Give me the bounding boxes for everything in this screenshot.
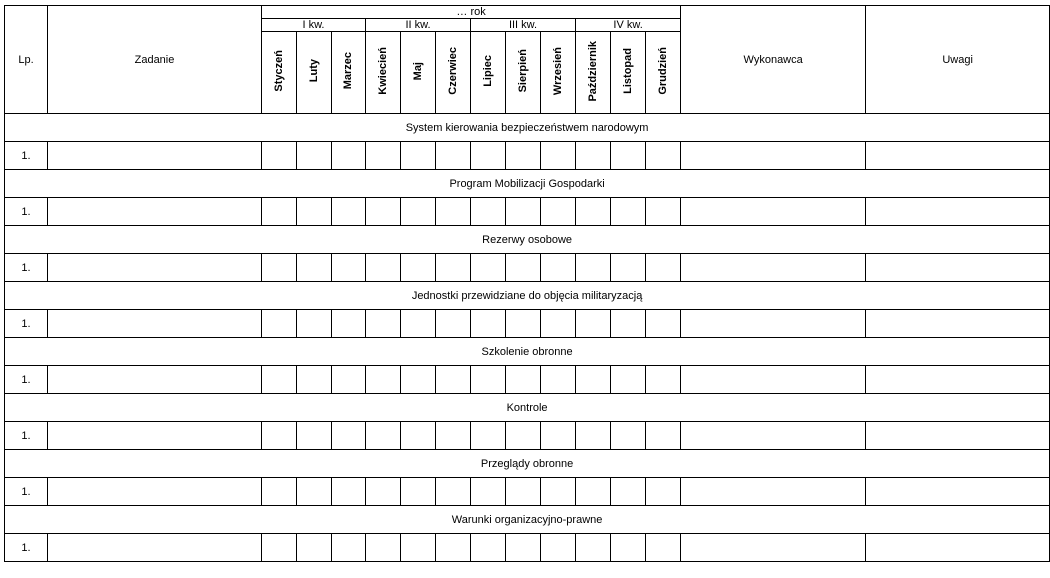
month-cell[interactable] [262, 254, 297, 282]
month-cell[interactable] [611, 142, 646, 170]
table-row [5, 478, 1050, 506]
month-cell[interactable] [366, 142, 401, 170]
executor-cell[interactable] [681, 310, 866, 338]
month-cell[interactable] [297, 366, 332, 394]
month-cell[interactable] [506, 366, 541, 394]
month-label: Styczeń [272, 50, 285, 92]
notes-header: Uwagi [866, 6, 1050, 114]
month-label: Listopad [621, 48, 634, 94]
notes-cell[interactable] [866, 478, 1050, 506]
executor-cell[interactable] [681, 366, 866, 394]
month-label: Czerwiec [446, 47, 459, 95]
month-cell[interactable] [401, 254, 436, 282]
executor-cell[interactable] [681, 422, 866, 450]
month-cell[interactable] [541, 142, 576, 170]
section-title: Rezerwy osobowe [5, 226, 1050, 254]
month-cell[interactable] [576, 310, 611, 338]
month-header [401, 32, 436, 114]
row-number: 1. [5, 254, 48, 282]
month-cell[interactable] [646, 366, 681, 394]
month-cell[interactable] [611, 422, 646, 450]
month-header [646, 32, 681, 114]
month-cell[interactable] [366, 254, 401, 282]
month-cell[interactable] [366, 198, 401, 226]
month-cell[interactable] [366, 310, 401, 338]
notes-cell[interactable] [866, 534, 1050, 562]
month-cell[interactable] [471, 534, 506, 562]
month-label: Wrzesień [551, 46, 564, 96]
month-cell[interactable] [611, 366, 646, 394]
section-title: Przeglądy obronne [5, 450, 1050, 478]
notes-cell[interactable] [866, 422, 1050, 450]
task-cell[interactable] [48, 310, 262, 338]
section-row [5, 114, 1050, 142]
section-title: Jednostki przewidziane do objęcia militaryzacją [5, 282, 1050, 310]
task-cell[interactable] [48, 366, 262, 394]
schedule-table [4, 5, 1050, 562]
month-cell[interactable] [297, 254, 332, 282]
table-body [5, 114, 1050, 562]
month-cell[interactable] [541, 422, 576, 450]
month-cell[interactable] [436, 478, 471, 506]
month-header [576, 32, 611, 114]
task-cell[interactable] [48, 254, 262, 282]
month-cell[interactable] [611, 478, 646, 506]
year-header: … rok [262, 6, 681, 19]
month-cell[interactable] [541, 478, 576, 506]
month-cell[interactable] [332, 478, 366, 506]
month-cell[interactable] [332, 310, 366, 338]
month-cell[interactable] [576, 198, 611, 226]
month-cell[interactable] [611, 198, 646, 226]
month-cell[interactable] [471, 198, 506, 226]
month-cell[interactable] [611, 310, 646, 338]
month-cell[interactable] [401, 366, 436, 394]
month-cell[interactable] [506, 478, 541, 506]
table-header [5, 6, 1050, 114]
month-header [611, 32, 646, 114]
month-cell[interactable] [262, 534, 297, 562]
table-row [5, 142, 1050, 170]
month-cell[interactable] [262, 310, 297, 338]
month-cell[interactable] [262, 422, 297, 450]
quarter-2-header: II kw. [366, 19, 471, 32]
row-number: 1. [5, 142, 48, 170]
month-cell[interactable] [401, 142, 436, 170]
month-header [366, 32, 401, 114]
month-cell[interactable] [436, 310, 471, 338]
month-cell[interactable] [506, 198, 541, 226]
table-row [5, 254, 1050, 282]
section-row [5, 506, 1050, 534]
month-cell[interactable] [541, 198, 576, 226]
month-cell[interactable] [506, 534, 541, 562]
row-number: 1. [5, 422, 48, 450]
month-cell[interactable] [436, 198, 471, 226]
month-cell[interactable] [646, 310, 681, 338]
row-number: 1. [5, 310, 48, 338]
month-cell[interactable] [436, 366, 471, 394]
month-cell[interactable] [401, 534, 436, 562]
month-cell[interactable] [506, 142, 541, 170]
month-cell[interactable] [262, 478, 297, 506]
executor-cell[interactable] [681, 478, 866, 506]
month-cell[interactable] [297, 478, 332, 506]
month-cell[interactable] [471, 254, 506, 282]
month-cell[interactable] [401, 422, 436, 450]
quarter-4-header: IV kw. [576, 19, 681, 32]
section-row [5, 282, 1050, 310]
month-cell[interactable] [436, 142, 471, 170]
month-cell[interactable] [506, 310, 541, 338]
month-cell[interactable] [576, 534, 611, 562]
month-cell[interactable] [646, 254, 681, 282]
section-title: Warunki organizacyjno-prawne [5, 506, 1050, 534]
month-cell[interactable] [366, 478, 401, 506]
month-label: Luty [307, 59, 320, 83]
month-cell[interactable] [576, 254, 611, 282]
month-cell[interactable] [471, 310, 506, 338]
executor-cell[interactable] [681, 534, 866, 562]
section-row [5, 170, 1050, 198]
month-cell[interactable] [576, 366, 611, 394]
task-header: Zadanie [48, 6, 262, 114]
month-cell[interactable] [262, 366, 297, 394]
month-cell[interactable] [611, 254, 646, 282]
month-cell[interactable] [541, 534, 576, 562]
task-cell[interactable] [48, 422, 262, 450]
task-cell[interactable] [48, 198, 262, 226]
section-title: System kierowania bezpieczeństwem narodowym [5, 114, 1050, 142]
month-label: Sierpień [516, 49, 529, 93]
table-row [5, 310, 1050, 338]
month-cell[interactable] [436, 422, 471, 450]
month-cell[interactable] [541, 366, 576, 394]
month-cell[interactable] [332, 366, 366, 394]
month-cell[interactable] [471, 478, 506, 506]
section-title: Szkolenie obronne [5, 338, 1050, 366]
month-label: Grudzień [656, 47, 669, 95]
month-cell[interactable] [297, 310, 332, 338]
month-cell[interactable] [262, 198, 297, 226]
month-cell[interactable] [646, 198, 681, 226]
month-cell[interactable] [471, 422, 506, 450]
month-cell[interactable] [506, 422, 541, 450]
month-label: Październik [586, 40, 599, 102]
quarter-1-header: I kw. [262, 19, 366, 32]
month-cell[interactable] [646, 534, 681, 562]
month-cell[interactable] [366, 534, 401, 562]
month-cell[interactable] [471, 366, 506, 394]
month-cell[interactable] [471, 142, 506, 170]
executor-header: Wykonawca [681, 6, 866, 114]
section-title: Program Mobilizacji Gospodarki [5, 170, 1050, 198]
month-cell[interactable] [576, 422, 611, 450]
month-cell[interactable] [401, 310, 436, 338]
month-cell[interactable] [262, 142, 297, 170]
task-cell[interactable] [48, 534, 262, 562]
month-cell[interactable] [646, 142, 681, 170]
month-cell[interactable] [576, 142, 611, 170]
month-header [262, 32, 297, 114]
section-row [5, 338, 1050, 366]
table-row [5, 198, 1050, 226]
quarter-3-header: III kw. [471, 19, 576, 32]
row-number: 1. [5, 478, 48, 506]
month-cell[interactable] [436, 254, 471, 282]
month-header [297, 32, 332, 114]
executor-cell[interactable] [681, 254, 866, 282]
month-cell[interactable] [332, 254, 366, 282]
month-cell[interactable] [401, 478, 436, 506]
month-cell[interactable] [646, 478, 681, 506]
month-cell[interactable] [436, 534, 471, 562]
month-cell[interactable] [297, 198, 332, 226]
month-cell[interactable] [541, 310, 576, 338]
section-row [5, 394, 1050, 422]
month-cell[interactable] [541, 254, 576, 282]
executor-cell[interactable] [681, 198, 866, 226]
notes-cell[interactable] [866, 310, 1050, 338]
section-row [5, 450, 1050, 478]
notes-cell[interactable] [866, 198, 1050, 226]
month-cell[interactable] [332, 198, 366, 226]
month-label: Maj [411, 61, 424, 81]
month-header [506, 32, 541, 114]
row-number: 1. [5, 198, 48, 226]
table-row [5, 366, 1050, 394]
task-cell[interactable] [48, 142, 262, 170]
month-cell[interactable] [366, 422, 401, 450]
month-cell[interactable] [506, 254, 541, 282]
month-label: Kwiecień [376, 47, 389, 95]
table-row [5, 534, 1050, 562]
month-header [471, 32, 506, 114]
month-cell[interactable] [297, 142, 332, 170]
lp-header: Lp. [5, 6, 48, 114]
month-cell[interactable] [332, 422, 366, 450]
month-cell[interactable] [611, 534, 646, 562]
notes-cell[interactable] [866, 254, 1050, 282]
month-cell[interactable] [401, 198, 436, 226]
notes-cell[interactable] [866, 142, 1050, 170]
section-row [5, 226, 1050, 254]
month-cell[interactable] [332, 534, 366, 562]
month-header [332, 32, 366, 114]
month-cell[interactable] [646, 422, 681, 450]
month-label: Lipiec [481, 55, 494, 87]
row-number: 1. [5, 366, 48, 394]
section-title: Kontrole [5, 394, 1050, 422]
month-cell[interactable] [297, 534, 332, 562]
month-header [436, 32, 471, 114]
month-label: Marzec [342, 52, 354, 90]
month-header [541, 32, 576, 114]
table-row [5, 422, 1050, 450]
executor-cell[interactable] [681, 142, 866, 170]
month-cell[interactable] [332, 142, 366, 170]
month-cell[interactable] [576, 478, 611, 506]
month-cell[interactable] [297, 422, 332, 450]
month-cell[interactable] [366, 366, 401, 394]
notes-cell[interactable] [866, 366, 1050, 394]
row-number: 1. [5, 534, 48, 562]
task-cell[interactable] [48, 478, 262, 506]
